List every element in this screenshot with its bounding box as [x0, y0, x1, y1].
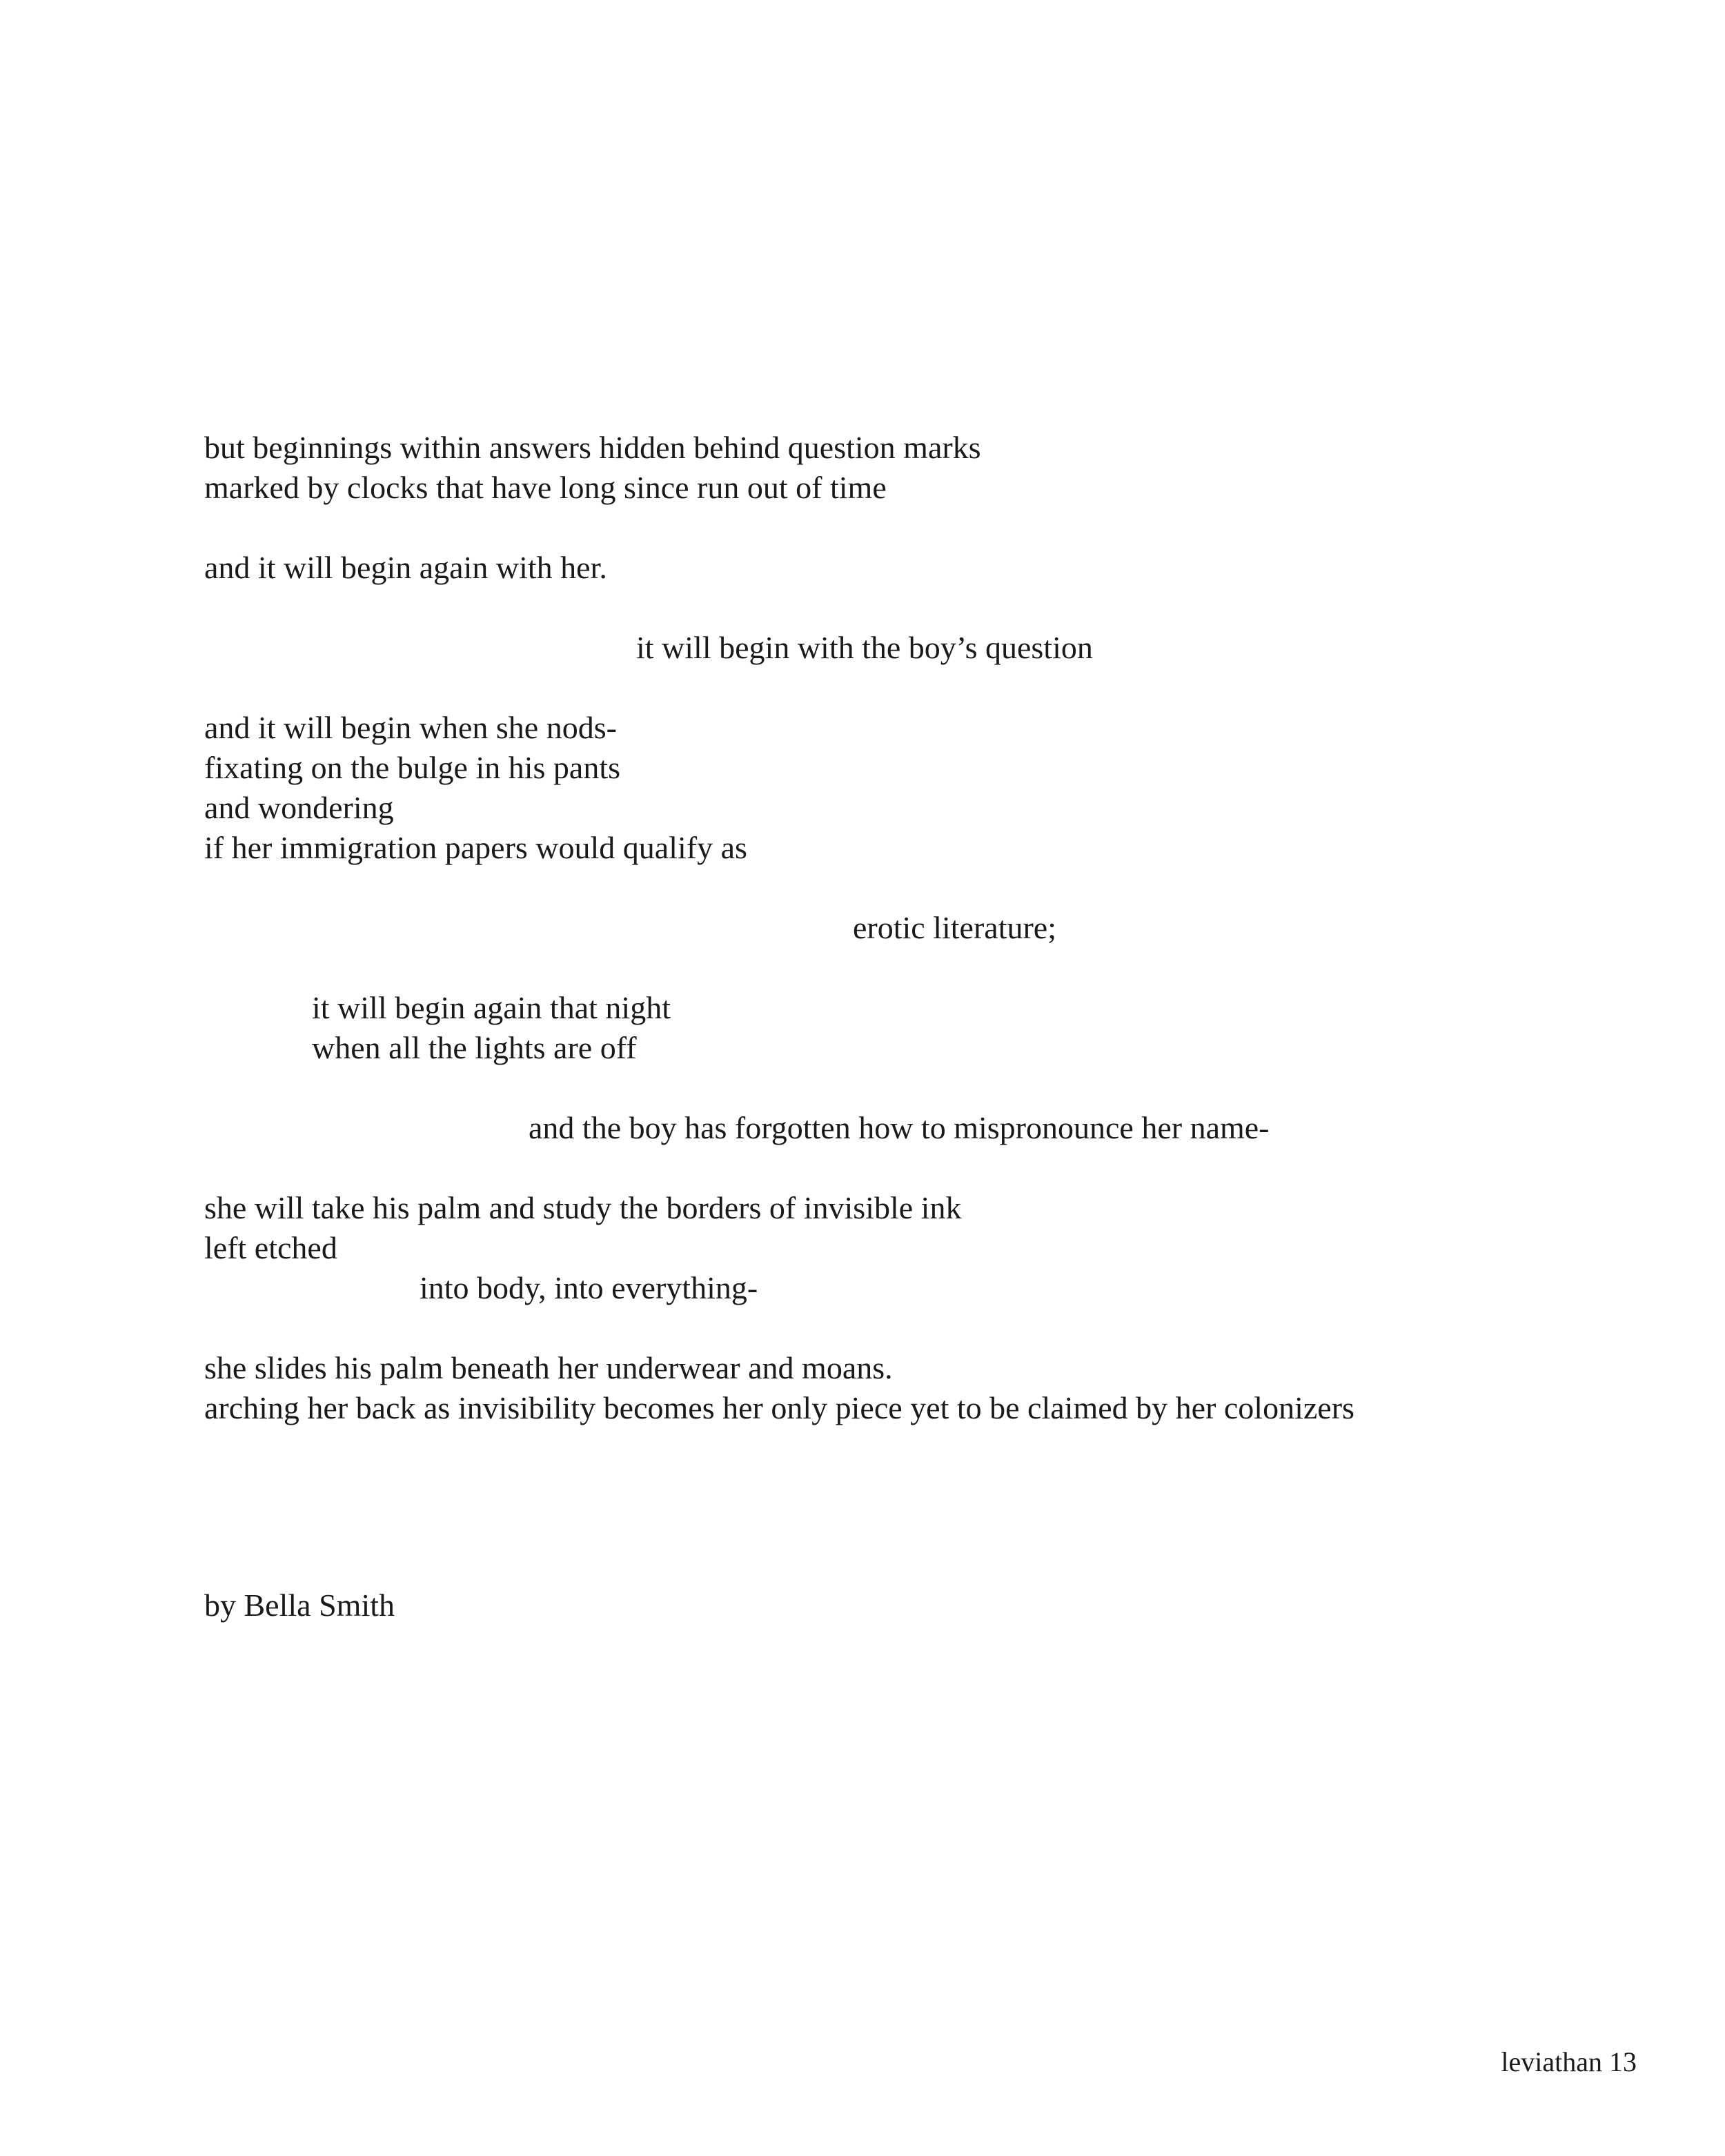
stanza-1 — [204, 428, 1584, 508]
poem-line: and the boy has forgotten how to mispronounce her name- — [529, 1110, 1270, 1145]
stanza-9 — [204, 1348, 1584, 1428]
poem-line: fixating on the bulge in his pants — [204, 750, 621, 785]
stanza-4 — [204, 708, 1584, 868]
poem-line: she slides his palm beneath her underwear and moans. — [204, 1350, 893, 1385]
poem-line: and wondering — [204, 790, 394, 825]
poem-line: if her immigration papers would qualify as — [204, 830, 747, 865]
stanza-8 — [204, 1188, 1584, 1308]
poem-line: and it will begin again with her. — [204, 550, 607, 585]
stanza-2 — [204, 548, 1584, 588]
poem-line: but beginnings within answers hidden behind question marks — [204, 430, 981, 465]
poem-line: left etched — [204, 1230, 337, 1265]
stanza-3 — [204, 628, 1584, 668]
poem-line: it will begin with the boy’s question — [636, 630, 1093, 665]
stanza-6 — [204, 988, 1584, 1068]
page-folio: leviathan 13 — [1501, 2046, 1637, 2077]
poem — [204, 428, 1584, 1468]
poem-line: and it will begin when she nods- — [204, 710, 617, 745]
poem-line: marked by clocks that have long since run out of time — [204, 470, 887, 505]
poem-line: arching her back as invisibility becomes her only piece yet to be claimed by her colonizers — [204, 1390, 1354, 1425]
stanza-7 — [204, 1108, 1584, 1148]
poem-line: erotic literature; — [853, 910, 1057, 945]
poem-line: it will begin again that night — [312, 990, 671, 1025]
poem-line: she will take his palm and study the borders of invisible ink — [204, 1190, 962, 1225]
poem-line: into body, into everything- — [420, 1270, 758, 1305]
stanza-5 — [204, 908, 1584, 948]
poem-line: when all the lights are off — [312, 1030, 637, 1065]
author-byline: by Bella Smith — [204, 1588, 395, 1623]
